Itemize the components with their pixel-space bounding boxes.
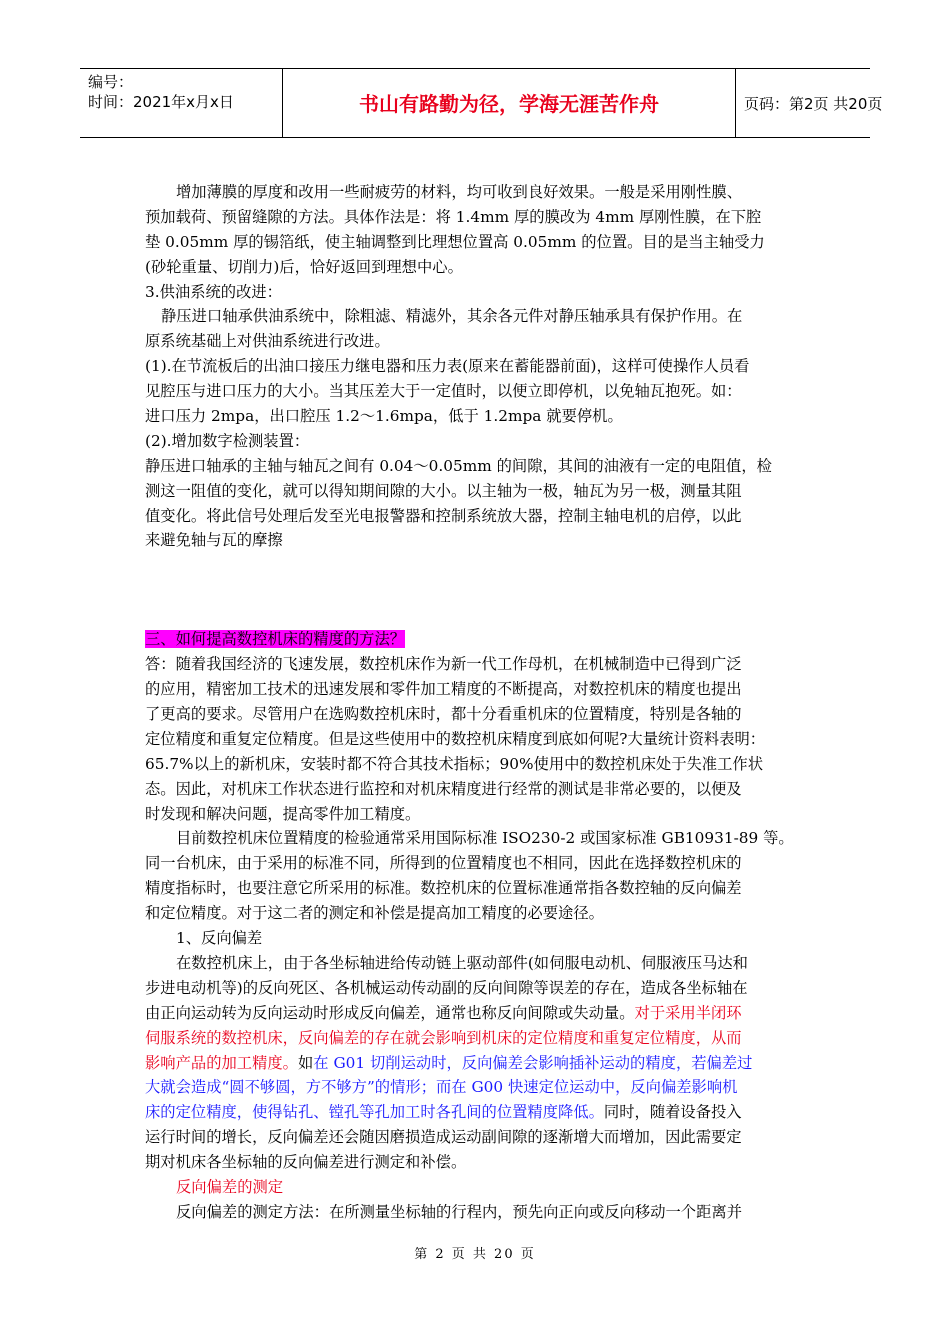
blue-text: 床的定位精度，使得钻孔、镗孔等孔加工时各孔间的位置精度降低。 [145, 1103, 604, 1122]
page-header [80, 68, 883, 138]
text-line: 步进电动机等)的反向死区、各机械运动传动副的反向间隙等误差的存在，造成各坐标轴在 [145, 978, 748, 997]
text-line: 态。因此，对机床工作状态进行监控和对机床精度进行经常的测试是非常必要的，以便及 [145, 779, 742, 798]
header-left-cell [80, 69, 283, 137]
red-text: 影响产品的加工精度。 [145, 1053, 298, 1072]
text-line: 反向偏差的测定方法：在所测量坐标轴的行程内，预先向正向或反向移动一个距离并 [176, 1202, 742, 1221]
section-heading: 3.供油系统的改进： [145, 282, 282, 301]
plain-text: 如 [297, 1053, 314, 1072]
text-line: 时发现和解决问题，提高零件加工精度。 [145, 804, 421, 823]
text-line: 来避免轴与瓦的摩擦 [145, 531, 283, 550]
blue-text-line: 大就会造成“圆不够圆，方不够方”的情形；而在 G00 快速定位运动中，反向偏差影响机 [145, 1078, 738, 1097]
text-line: 定位精度和重复定位精度。但是这些使用中的数控机床精度到底如何呢?大量统计资料表明： [145, 729, 766, 748]
text-line: 精度指标时，也要注意它所采用的标准。数控机床的位置标准通常指各数控轴的反向偏差 [145, 879, 742, 898]
red-text-line: 伺服系统的数控机床，反向偏差的存在就会影响到机床的定位精度和重复定位精度，从而 [145, 1028, 742, 1047]
plain-text: 同时，随着设备投入 [603, 1103, 742, 1122]
text-line: 进口压力 2mpa，出口腔压 1.2～1.6mpa，低于 1.2mpa 就要停机。 [145, 407, 623, 426]
text-line: 静压进口轴承的主轴与轴瓦之间有 0.04～0.05mm 的间隙，其间的油液有一定的电阻值，检 [145, 456, 772, 475]
question-heading-line [145, 627, 810, 652]
text-line: 垫 0.05mm 厚的锡箔纸，使主轴调整到比理想位置高 0.05mm 的位置。目的是当主轴受力 [145, 232, 765, 251]
text-line: 和定位精度。对于这二者的测定和补偿是提高加工精度的必要途径。 [145, 904, 604, 923]
text-line: (1).在节流板后的出油口接压力继电器和压力表(原来在蓄能器前面)，这样可使操作人员看 [145, 357, 750, 376]
text-line: 答：随着我国经济的飞速发展，数控机床作为新一代工作母机，在机械制造中已得到广泛 [145, 655, 742, 674]
spacer [145, 553, 810, 627]
header-middle-cell [283, 69, 736, 137]
text-line: 目前数控机床位置精度的检验通常采用国际标准 ISO230-2 或国家标准 GB10931-89 等。 [176, 829, 794, 848]
text-line-mixed [145, 1051, 810, 1076]
text-line: (砂轮重量、切削力)后，恰好返回到理想中心。 [145, 257, 463, 276]
text-line: 原系统基础上对供油系统进行改进。 [145, 332, 390, 351]
text-line: 见腔压与进口压力的大小。当其压差大于一定值时，以便立即停机，以免轴瓦抱死。如： [145, 382, 742, 401]
text-line: 同一台机床，由于采用的标准不同，所得到的位置精度也不相同，因此在选择数控机床的 [145, 854, 742, 873]
text-line: 静压进口轴承供油系统中，除粗滤、精滤外，其余各元件对静压轴承具有保护作用。在 [161, 307, 743, 326]
text-line: 预加载荷、预留缝隙的方法。具体作法是：将 1.4mm 厚的膜改为 4mm 厚刚性膜，在下腔 [145, 207, 762, 226]
document-body [145, 180, 810, 1225]
text-line: 了更高的要求。尽管用户在选购数控机床时，都十分看重机床的位置精度，特别是各轴的 [145, 705, 742, 724]
text-line: 期对机床各坐标轴的反向偏差进行测定和补偿。 [145, 1153, 467, 1172]
subsection-heading: 1、反向偏差 [176, 929, 263, 948]
header-motto: 书山有路勤为径，学海无涯苦作舟 [359, 92, 659, 116]
document-date: 时间：2021年x月x日 [88, 93, 234, 111]
text-line: 测这一阻值的变化，就可以得知期间隙的大小。以主轴为一极，轴瓦为另一极，测量其阻 [145, 481, 742, 500]
question-heading: 三、如何提高数控机床的精度的方法？ [145, 630, 406, 649]
text-line: 运行时间的增长，反向偏差还会随因磨损造成运动副间隙的逐渐增大而增加，因此需要定 [145, 1128, 742, 1147]
text-line: 增加薄膜的厚度和改用一些耐疲劳的材料，均可收到良好效果。一般是采用刚性膜、 [176, 183, 742, 201]
blue-text: 在 G01 切削运动时，反向偏差会影响插补运动的精度，若偏差过 [313, 1053, 753, 1072]
page-footer: 第 2 页 共 20 页 [414, 1247, 536, 1262]
text-line-mixed [145, 1001, 810, 1026]
text-line: 在数控机床上，由于各坐标轴进给传动链上驱动部件(如伺服电动机、伺服液压马达和 [176, 953, 748, 972]
document-number-label: 编号： [88, 73, 134, 91]
text-line: 值变化。将此信号处理后发至光电报警器和控制系统放大器，控制主轴电机的启停，以此 [145, 506, 742, 525]
red-subheading: 反向偏差的测定 [176, 1177, 284, 1196]
subsection-heading: (2).增加数字检测装置： [145, 431, 310, 450]
red-text: 对于采用半闭环 [634, 1003, 742, 1022]
text-line-mixed [145, 1100, 810, 1125]
header-right-cell [736, 69, 883, 137]
plain-text: 由正向运动转为反向运动时形成反向偏差，通常也称反向间隙或失动量。 [145, 1003, 635, 1022]
header-page-info: 页码：第2页 共20页 [744, 95, 883, 113]
text-line: 65.7%以上的新机床，安装时都不符合其技术指标；90%使用中的数控机床处于失准工作状 [145, 754, 763, 773]
text-line: 的应用，精密加工技术的迅速发展和零件加工精度的不断提高，对数控机床的精度也提出 [145, 680, 742, 699]
